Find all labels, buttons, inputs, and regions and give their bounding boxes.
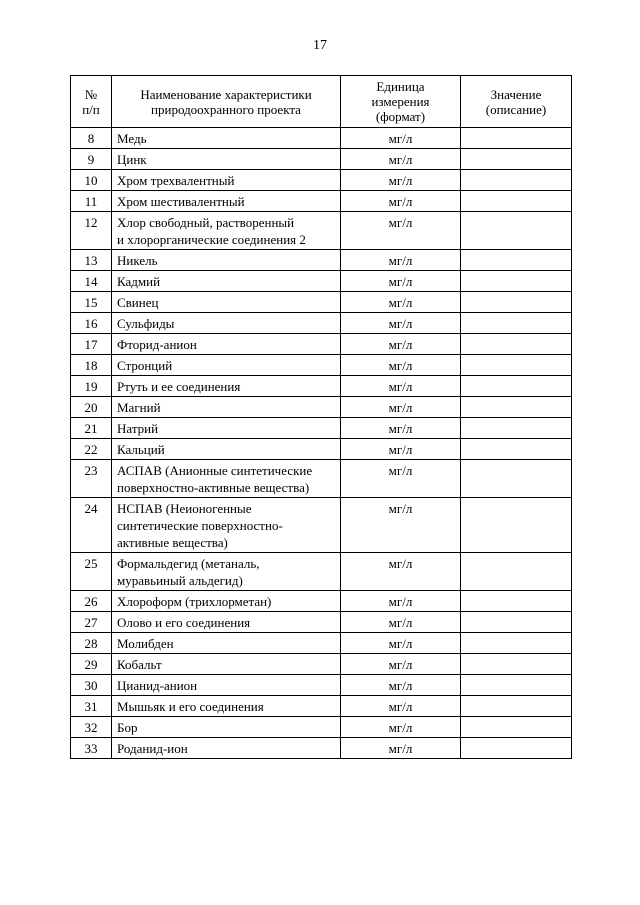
unit-cell: мг/л bbox=[341, 498, 461, 553]
characteristic-name: Хлороформ (трихлорметан) bbox=[112, 591, 341, 612]
characteristic-name: Хром трехвалентный bbox=[112, 170, 341, 191]
row-number: 10 bbox=[71, 170, 112, 191]
characteristic-name: Никель bbox=[112, 250, 341, 271]
row-number: 20 bbox=[71, 397, 112, 418]
table-row bbox=[71, 149, 572, 170]
value-cell[interactable] bbox=[461, 128, 572, 149]
characteristic-name: Хром шестивалентный bbox=[112, 191, 341, 212]
characteristic-name: Магний bbox=[112, 397, 341, 418]
unit-cell: мг/л bbox=[341, 633, 461, 654]
row-number: 21 bbox=[71, 418, 112, 439]
value-cell[interactable] bbox=[461, 355, 572, 376]
row-number: 31 bbox=[71, 696, 112, 717]
value-cell[interactable] bbox=[461, 553, 572, 591]
unit-cell: мг/л bbox=[341, 553, 461, 591]
unit-cell: мг/л bbox=[341, 250, 461, 271]
characteristics-table bbox=[70, 75, 572, 759]
characteristic-name: Фторид-анион bbox=[112, 334, 341, 355]
table-row bbox=[71, 439, 572, 460]
row-number: 23 bbox=[71, 460, 112, 498]
unit-cell: мг/л bbox=[341, 675, 461, 696]
row-number: 18 bbox=[71, 355, 112, 376]
table-row bbox=[71, 696, 572, 717]
value-cell[interactable] bbox=[461, 418, 572, 439]
table-row bbox=[71, 418, 572, 439]
characteristic-name: Бор bbox=[112, 717, 341, 738]
unit-cell: мг/л bbox=[341, 591, 461, 612]
value-cell[interactable] bbox=[461, 376, 572, 397]
row-number: 19 bbox=[71, 376, 112, 397]
header-value: Значение (описание) bbox=[461, 76, 572, 128]
table-row bbox=[71, 334, 572, 355]
unit-cell: мг/л bbox=[341, 292, 461, 313]
row-number: 13 bbox=[71, 250, 112, 271]
table-row bbox=[71, 553, 572, 591]
unit-cell: мг/л bbox=[341, 418, 461, 439]
row-number: 32 bbox=[71, 717, 112, 738]
table-row bbox=[71, 128, 572, 149]
unit-cell: мг/л bbox=[341, 271, 461, 292]
characteristic-name: Кадмий bbox=[112, 271, 341, 292]
table-row bbox=[71, 376, 572, 397]
characteristic-name: Цинк bbox=[112, 149, 341, 170]
table-row bbox=[71, 717, 572, 738]
row-number: 15 bbox=[71, 292, 112, 313]
characteristic-name: Олово и его соединения bbox=[112, 612, 341, 633]
table-row bbox=[71, 633, 572, 654]
characteristic-name: НСПАВ (Неионогенные синтетические поверхностно- активные вещества) bbox=[112, 498, 341, 553]
characteristic-name: Роданид-ион bbox=[112, 738, 341, 759]
value-cell[interactable] bbox=[461, 738, 572, 759]
value-cell[interactable] bbox=[461, 612, 572, 633]
value-cell[interactable] bbox=[461, 717, 572, 738]
row-number: 24 bbox=[71, 498, 112, 553]
unit-cell: мг/л bbox=[341, 128, 461, 149]
table-row bbox=[71, 292, 572, 313]
unit-cell: мг/л bbox=[341, 738, 461, 759]
characteristic-name: АСПАВ (Анионные синтетические поверхностно-активные вещества) bbox=[112, 460, 341, 498]
characteristic-name: Формальдегид (метаналь, муравьиный альдегид) bbox=[112, 553, 341, 591]
table-row bbox=[71, 191, 572, 212]
row-number: 33 bbox=[71, 738, 112, 759]
row-number: 22 bbox=[71, 439, 112, 460]
unit-cell: мг/л bbox=[341, 170, 461, 191]
unit-cell: мг/л bbox=[341, 612, 461, 633]
row-number: 16 bbox=[71, 313, 112, 334]
row-number: 14 bbox=[71, 271, 112, 292]
value-cell[interactable] bbox=[461, 633, 572, 654]
unit-cell: мг/л bbox=[341, 397, 461, 418]
value-cell[interactable] bbox=[461, 498, 572, 553]
table-row bbox=[71, 654, 572, 675]
value-cell[interactable] bbox=[461, 460, 572, 498]
table-row bbox=[71, 591, 572, 612]
table-row bbox=[71, 498, 572, 553]
value-cell[interactable] bbox=[461, 191, 572, 212]
row-number: 25 bbox=[71, 553, 112, 591]
unit-cell: мг/л bbox=[341, 439, 461, 460]
unit-cell: мг/л bbox=[341, 191, 461, 212]
row-number: 17 bbox=[71, 334, 112, 355]
characteristic-name: Медь bbox=[112, 128, 341, 149]
header-characteristic-name: Наименование характеристики природоохранного проекта bbox=[112, 76, 341, 128]
characteristic-name: Мышьяк и его соединения bbox=[112, 696, 341, 717]
table-row bbox=[71, 612, 572, 633]
header-number: № п/п bbox=[71, 76, 112, 128]
value-cell[interactable] bbox=[461, 397, 572, 418]
characteristic-name: Хлор свободный, растворенный и хлорорганические соединения 2 bbox=[112, 212, 341, 250]
value-cell[interactable] bbox=[461, 654, 572, 675]
unit-cell: мг/л bbox=[341, 313, 461, 334]
unit-cell: мг/л bbox=[341, 696, 461, 717]
value-cell[interactable] bbox=[461, 149, 572, 170]
value-cell[interactable] bbox=[461, 591, 572, 612]
unit-cell: мг/л bbox=[341, 376, 461, 397]
unit-cell: мг/л bbox=[341, 212, 461, 250]
characteristic-name: Натрий bbox=[112, 418, 341, 439]
table-row bbox=[71, 250, 572, 271]
characteristic-name: Сульфиды bbox=[112, 313, 341, 334]
table-row bbox=[71, 212, 572, 250]
unit-cell: мг/л bbox=[341, 355, 461, 376]
table-row bbox=[71, 355, 572, 376]
unit-cell: мг/л bbox=[341, 149, 461, 170]
value-cell[interactable] bbox=[461, 250, 572, 271]
characteristic-name: Стронций bbox=[112, 355, 341, 376]
table-row bbox=[71, 313, 572, 334]
header-unit: Единица измерения (формат) bbox=[341, 76, 461, 128]
row-number: 11 bbox=[71, 191, 112, 212]
value-cell[interactable] bbox=[461, 271, 572, 292]
table-row bbox=[71, 675, 572, 696]
value-cell[interactable] bbox=[461, 334, 572, 355]
row-number: 27 bbox=[71, 612, 112, 633]
value-cell[interactable] bbox=[461, 212, 572, 250]
unit-cell: мг/л bbox=[341, 334, 461, 355]
characteristic-name: Молибден bbox=[112, 633, 341, 654]
row-number: 26 bbox=[71, 591, 112, 612]
characteristic-name: Ртуть и ее соединения bbox=[112, 376, 341, 397]
unit-cell: мг/л bbox=[341, 717, 461, 738]
table-row bbox=[71, 460, 572, 498]
row-number: 29 bbox=[71, 654, 112, 675]
value-cell[interactable] bbox=[461, 313, 572, 334]
table-body bbox=[71, 128, 572, 759]
row-number: 28 bbox=[71, 633, 112, 654]
value-cell[interactable] bbox=[461, 292, 572, 313]
table-row bbox=[71, 738, 572, 759]
table-row bbox=[71, 170, 572, 191]
page-number: 17 bbox=[313, 38, 327, 53]
row-number: 30 bbox=[71, 675, 112, 696]
characteristic-name: Свинец bbox=[112, 292, 341, 313]
row-number: 9 bbox=[71, 149, 112, 170]
row-number: 12 bbox=[71, 212, 112, 250]
table-row bbox=[71, 397, 572, 418]
table-row bbox=[71, 271, 572, 292]
characteristic-name: Кальций bbox=[112, 439, 341, 460]
value-cell[interactable] bbox=[461, 675, 572, 696]
unit-cell: мг/л bbox=[341, 654, 461, 675]
characteristic-name: Цианид-анион bbox=[112, 675, 341, 696]
value-cell[interactable] bbox=[461, 439, 572, 460]
table-header-row bbox=[71, 76, 572, 128]
value-cell[interactable] bbox=[461, 170, 572, 191]
unit-cell: мг/л bbox=[341, 460, 461, 498]
characteristic-name: Кобальт bbox=[112, 654, 341, 675]
value-cell[interactable] bbox=[461, 696, 572, 717]
row-number: 8 bbox=[71, 128, 112, 149]
